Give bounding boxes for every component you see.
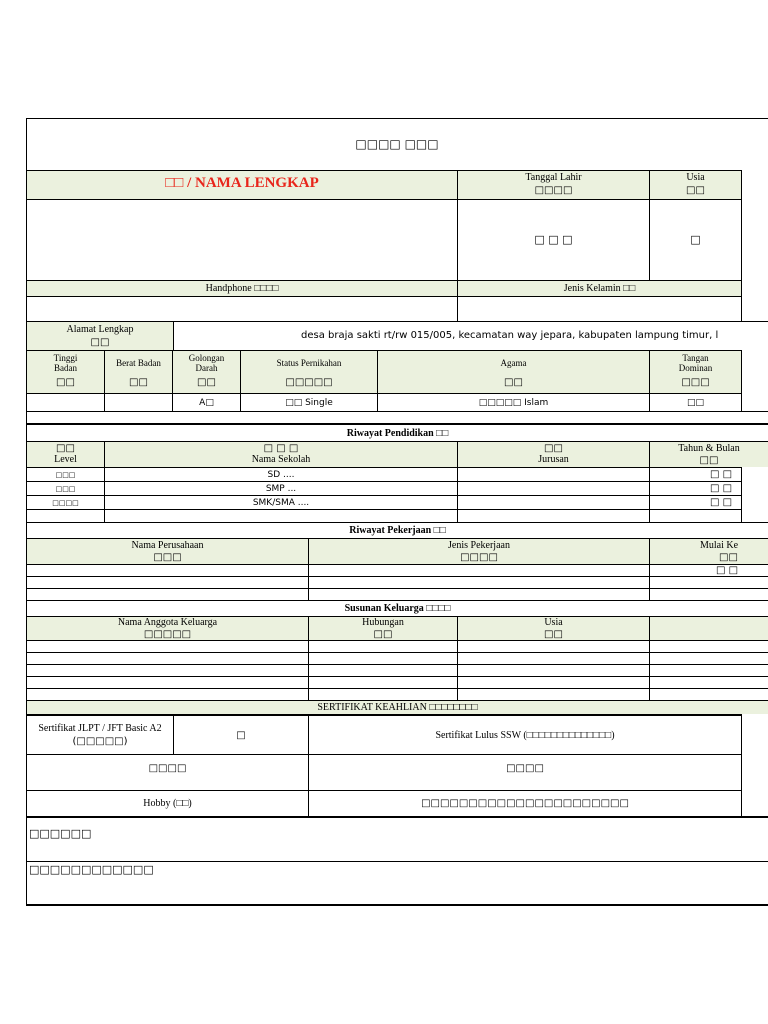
birth-label-jp: □□□□ [534, 185, 573, 196]
table-row-edu-school[interactable] [104, 467, 457, 481]
notes-row-1[interactable] [26, 816, 768, 861]
table-row-family[interactable] [308, 676, 457, 688]
table-row-work[interactable] [308, 588, 649, 600]
work-title-cell [26, 522, 768, 538]
blood-label-1: Golongan [188, 353, 225, 363]
blood-header-cell [172, 350, 240, 393]
address-header-cell [26, 321, 173, 350]
marital-header-cell [240, 350, 377, 393]
table-row-family[interactable] [649, 664, 768, 676]
religion-label-jp: □□ [504, 377, 523, 388]
edu-year-header [649, 441, 768, 467]
table-row-work[interactable] [26, 564, 308, 576]
hand-label-1: Tangan [682, 353, 709, 363]
jlpt-value-cell[interactable] [173, 714, 308, 754]
edu-row2-year: □ □ [710, 483, 733, 494]
age-label-jp: □□ [686, 185, 705, 196]
work-company-label: Nama Perusahaan [131, 540, 204, 551]
cert-row2-right-label: □□□□ [506, 763, 544, 774]
family-rel-header [308, 616, 457, 640]
jlpt-label: Sertifikat JLPT / JFT Basic A2 [38, 723, 162, 734]
ssw-cell[interactable] [308, 714, 742, 754]
table-row-work[interactable] [308, 564, 649, 576]
table-row-edu-level [26, 495, 104, 509]
weight-value[interactable] [104, 393, 172, 411]
table-row-work[interactable] [26, 576, 308, 588]
hand-label-2: Dominan [678, 363, 713, 373]
notes-line-2: □□□□□□□□□□□□ [29, 863, 154, 876]
table-row-family[interactable] [457, 652, 649, 664]
edu-level-label: Level [54, 454, 77, 465]
edu-school-label: Nama Sekolah [251, 454, 311, 465]
table-row-edu-major[interactable] [457, 509, 649, 522]
hobby-label-cell [26, 790, 308, 816]
blood-label-jp: □□ [197, 377, 216, 388]
education-title-cell [26, 423, 768, 441]
table-row-edu-level [26, 481, 104, 495]
table-row-family[interactable] [26, 652, 308, 664]
table-row-edu-year[interactable] [649, 481, 742, 495]
weight-label-jp: □□ [129, 377, 148, 388]
work-type-label: Jenis Pekerjaan [448, 540, 510, 551]
table-row-family[interactable] [649, 640, 768, 652]
table-row-edu-year[interactable] [649, 509, 742, 522]
blood-value[interactable] [172, 393, 240, 411]
table-row-work[interactable] [649, 588, 768, 600]
table-row-family[interactable] [457, 676, 649, 688]
cert-title: SERTIFIKAT KEAHLIAN □□□□□□□□ [317, 702, 478, 713]
table-row-work[interactable] [308, 576, 649, 588]
notes-line-1: □□□□□□ [29, 827, 92, 840]
table-row-family[interactable] [457, 640, 649, 652]
edu-row3-year: □ □ [710, 497, 733, 508]
handphone-label: Handphone □□□□ [205, 283, 279, 294]
age-value-cell[interactable] [649, 199, 742, 280]
handphone-header-cell [26, 280, 457, 296]
height-label-jp: □□ [56, 377, 75, 388]
family-extra-header [649, 616, 768, 640]
address-value: desa braja sakti rt/rw 015/005, kecamatan way jepara, kabupaten lampung timur, l [301, 330, 719, 341]
edu-level-header [26, 441, 104, 467]
hand-value-text: □□ [686, 398, 704, 408]
table-row-edu-level [26, 509, 104, 522]
handphone-value-cell[interactable] [26, 296, 457, 321]
hand-label-jp: □□□ [681, 377, 710, 388]
family-name-jp: □□□□□ [143, 629, 192, 640]
family-age-label: Usia [544, 617, 563, 628]
weight-header-cell [104, 350, 172, 393]
edu-row1-year: □ □ [710, 469, 733, 480]
work-title: Riwayat Pekerjaan □□ [349, 525, 446, 536]
cert-row2-left-label: □□□□ [148, 763, 187, 774]
marital-value[interactable] [240, 393, 377, 411]
edu-row2-level: □□□ [55, 485, 76, 493]
family-rel-jp: □□ [373, 629, 393, 640]
religion-label: Agama [500, 358, 527, 368]
table-row-edu-year[interactable] [649, 495, 742, 509]
edu-row3-school: SMK/SMA .... [252, 498, 310, 508]
address-label: Alamat Lengkap [66, 324, 134, 335]
name-header-cell [26, 170, 457, 199]
family-title: Susunan Keluarga □□□□ [344, 603, 451, 614]
hobby-value: □□□□□□□□□□□□□□□□□□□□□□ [421, 798, 629, 809]
table-row-family[interactable] [457, 664, 649, 676]
age-label: Usia [686, 172, 705, 183]
religion-header-cell [377, 350, 649, 393]
table-row-family[interactable] [26, 688, 308, 700]
work-type-jp: □□□□ [460, 552, 498, 563]
address-value-cell[interactable] [173, 321, 768, 350]
work-start-jp: □□ [719, 552, 738, 563]
table-row-family[interactable] [26, 664, 308, 676]
birth-header-cell [457, 170, 649, 199]
edu-row1-school: SD .... [267, 470, 295, 480]
work-company-header [26, 538, 308, 564]
age-header-cell [649, 170, 742, 199]
gender-value-cell[interactable] [457, 296, 742, 321]
cert-row2-left [26, 754, 308, 790]
gender-label: Jenis Kelamin □□ [563, 283, 636, 294]
birth-value: □ □ □ [534, 233, 573, 246]
table-row-work[interactable] [649, 576, 768, 588]
table-row-family[interactable] [308, 640, 457, 652]
name-value-cell[interactable] [26, 199, 457, 280]
religion-value[interactable] [377, 393, 649, 411]
gender-header-cell [457, 280, 742, 296]
edu-major-header [457, 441, 649, 467]
ssw-label: Sertifikat Lulus SSW (□□□□□□□□□□□□□□) [435, 730, 615, 741]
table-row-work[interactable] [649, 564, 768, 576]
height-value[interactable] [26, 393, 104, 411]
jlpt-label-cell [26, 714, 173, 754]
form-title: □□□□ □□□ [355, 137, 439, 151]
edu-level-jp: □□ [56, 443, 75, 454]
weight-label: Berat Badan [116, 358, 161, 368]
table-row-work[interactable] [26, 588, 308, 600]
height-label-1: Tinggi [53, 353, 78, 363]
jlpt-label-jp: (□□□□□) [72, 736, 128, 747]
table-row-edu-school[interactable] [104, 481, 457, 495]
hobby-label: Hobby (□□) [143, 798, 192, 809]
family-name-label: Nama Anggota Keluarga [117, 617, 218, 628]
religion-value-text: □□□□□ Islam [478, 398, 549, 408]
blood-value-text: A□ [199, 398, 214, 408]
edu-row2-school: SMP ... [265, 484, 297, 494]
edu-year-label: Tahun & Bulan [678, 443, 740, 454]
marital-label-jp: □□□□□ [285, 377, 333, 388]
cert-title-cell [26, 700, 768, 714]
edu-school-header [104, 441, 457, 467]
table-row-family[interactable] [308, 664, 457, 676]
cv-form [26, 118, 768, 906]
work-row1-start: □ □ [716, 565, 739, 576]
edu-row1-level: □□□ [55, 471, 76, 479]
table-row-edu-school[interactable] [104, 495, 457, 509]
birth-value-cell[interactable] [457, 199, 649, 280]
table-row-edu-major[interactable] [457, 467, 649, 481]
height-label-2: Badan [54, 363, 77, 373]
family-name-header [26, 616, 308, 640]
work-company-jp: □□□ [153, 552, 182, 563]
edu-major-label: Jurusan [538, 454, 569, 465]
family-age-jp: □□ [544, 629, 563, 640]
table-row-family[interactable] [649, 688, 768, 700]
table-row-family[interactable] [308, 688, 457, 700]
hand-value[interactable] [649, 393, 742, 411]
table-row-edu-school[interactable] [104, 509, 457, 522]
work-start-header [649, 538, 768, 564]
birth-label: Tanggal Lahir [525, 172, 582, 183]
name-header: □□ / NAMA LENGKAP [165, 175, 319, 191]
table-row-edu-major[interactable] [457, 495, 649, 509]
work-type-header [308, 538, 649, 564]
spacer-row [26, 411, 768, 423]
age-value: □ [690, 233, 701, 246]
jlpt-value: □ [236, 730, 246, 741]
family-age-header [457, 616, 649, 640]
edu-major-jp: □□ [544, 443, 563, 454]
hand-header-cell [649, 350, 742, 393]
marital-value-text: □□ Single [285, 398, 333, 408]
form-title-cell [26, 118, 768, 170]
table-row-family[interactable] [457, 688, 649, 700]
table-row-family[interactable] [649, 652, 768, 664]
table-row-edu-year[interactable] [649, 467, 742, 481]
work-start-label: Mulai Ke [700, 540, 739, 551]
height-header-cell [26, 350, 104, 393]
hobby-value-cell[interactable] [308, 790, 742, 816]
table-row-family[interactable] [26, 676, 308, 688]
table-row-family[interactable] [26, 640, 308, 652]
cert-row2-right [308, 754, 742, 790]
table-row-edu-level [26, 467, 104, 481]
family-title-cell [26, 600, 768, 616]
table-row-family[interactable] [308, 652, 457, 664]
family-rel-label: Hubungan [362, 617, 404, 628]
edu-year-jp: □□ [699, 455, 719, 466]
edu-row3-level: □□□□ [52, 499, 79, 507]
table-row-family[interactable] [649, 676, 768, 688]
table-row-edu-major[interactable] [457, 481, 649, 495]
address-label-jp: □□ [90, 337, 110, 348]
blood-label-2: Darah [195, 363, 218, 373]
notes-row-2[interactable] [26, 861, 768, 905]
education-title: Riwayat Pendidikan □□ [346, 428, 449, 439]
edu-school-jp: □ □ □ [263, 443, 299, 454]
marital-label: Status Pernikahan [276, 358, 342, 368]
